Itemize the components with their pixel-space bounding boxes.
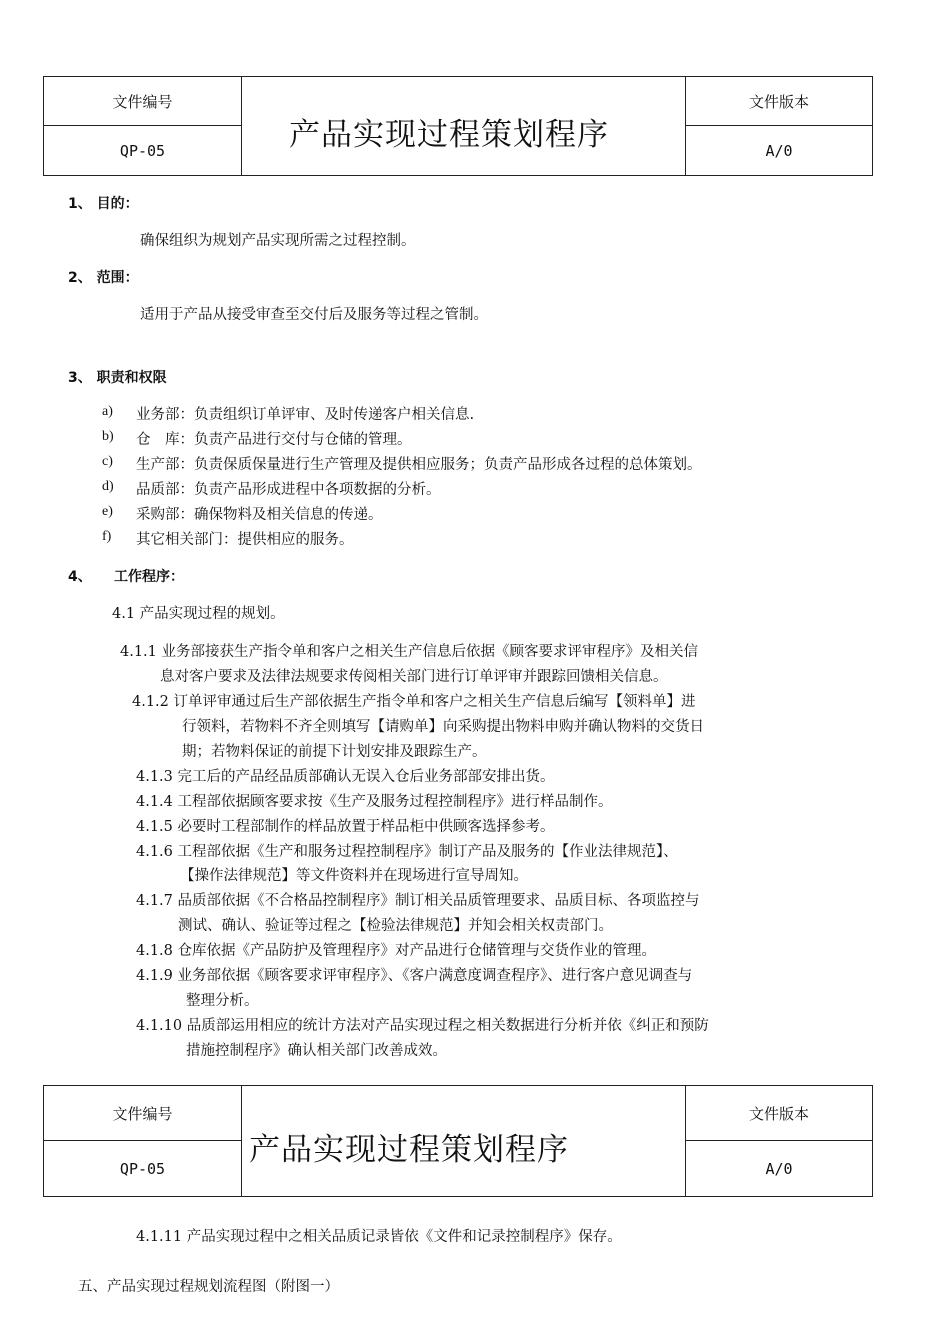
list-item-label: c) <box>102 454 113 469</box>
version-cell <box>685 77 872 175</box>
procedure-line: 期；若物料保证的前提下计划安排及跟踪生产。 <box>182 744 487 760</box>
section-5-title: 五、产品实现过程规划流程图（附图一） <box>78 1279 339 1295</box>
subsection-4-1: 4.1 产品实现过程的规划。 <box>112 606 285 622</box>
procedure-line: 4.1.7 品质部依据《不合格品控制程序》制订相关品质管理要求、品质目标、各项监控与 <box>136 893 700 909</box>
doc-number-value: QP-05 <box>119 141 166 160</box>
doc-number-label: 文件编号 <box>44 1086 241 1141</box>
list-item-text: 业务部：负责组织订单评审、及时传递客户相关信息. <box>136 407 475 423</box>
procedure-line: 4.1.3 完工后的产品经品质部确认无误入仓后业务部部安排出货。 <box>136 769 555 785</box>
list-item-text: 生产部：负责保质保量进行生产管理及提供相应服务；负责产品形成各过程的总体策划。 <box>136 457 702 473</box>
procedure-line: 测试、确认、验证等过程之【检验法律规范】并知会相关权责部门。 <box>178 918 613 934</box>
document-title: 产品实现过程策划程序 <box>289 117 609 153</box>
section-4-number: 4、 <box>68 569 92 585</box>
section-4-title: 工作程序： <box>114 569 184 585</box>
procedure-line: 息对客户要求及法律法规要求传阅相关部门进行订单评审并跟踪回馈相关信息。 <box>160 669 668 685</box>
list-item-label: e) <box>102 504 113 519</box>
procedure-line: 4.1.9 业务部依据《顾客要求评审程序》、《客户满意度调查程序》、进行客户意见调查与 <box>136 968 693 984</box>
doc-number-cell <box>44 77 242 175</box>
procedure-line: 4.1.10 品质部运用相应的统计方法对产品实现过程之相关数据进行分析并依《纠正和预防 <box>136 1018 709 1034</box>
section-1-text: 确保组织为规划产品实现所需之过程控制。 <box>140 233 416 249</box>
header-table-1 <box>43 76 873 176</box>
procedure-line: 整理分析。 <box>186 993 259 1009</box>
version-value: A/0 <box>765 141 793 160</box>
section-3-title: 3、 职责和权限 <box>68 370 167 386</box>
list-item-text: 仓 库：负责产品进行交付与仓储的管理。 <box>136 432 412 448</box>
procedure-line: 措施控制程序》确认相关部门改善成效。 <box>186 1043 447 1059</box>
procedure-line: 4.1.8 仓库依据《产品防护及管理程序》对产品进行仓储管理与交货作业的管理。 <box>136 943 657 959</box>
list-item-label: a) <box>102 404 113 419</box>
list-item-label: b) <box>102 429 114 444</box>
list-item-text: 品质部：负责产品形成进程中各项数据的分析。 <box>136 482 441 498</box>
version-value: A/0 <box>765 1159 793 1178</box>
list-item-text: 采购部：确保物料及相关信息的传递。 <box>136 507 383 523</box>
procedure-line: 【操作法律规范】等文件资料并在现场进行宣导周知。 <box>180 868 528 884</box>
doc-number-value: QP-05 <box>119 1159 166 1178</box>
doc-number-cell <box>44 1086 242 1196</box>
version-cell <box>685 1086 872 1196</box>
procedure-line: 行领料，若物料不齐全则填写【请购单】向采购提出物料申购并确认物料的交货日 <box>182 719 704 735</box>
doc-number-label: 文件编号 <box>44 77 241 126</box>
version-label: 文件版本 <box>686 1086 872 1141</box>
header-table-2 <box>43 1085 873 1197</box>
list-item-label: d) <box>102 479 114 494</box>
procedure-line: 4.1.4 工程部依据顾客要求按《生产及服务过程控制程序》进行样品制作。 <box>136 794 613 810</box>
version-label: 文件版本 <box>686 77 872 126</box>
procedure-line: 4.1.5 必要时工程部制作的样品放置于样品柜中供顾客选择参考。 <box>136 819 555 835</box>
list-item-text: 其它相关部门：提供相应的服务。 <box>136 532 354 548</box>
procedure-line: 4.1.11 产品实现过程中之相关品质记录皆依《文件和记录控制程序》保存。 <box>136 1229 622 1245</box>
section-2-title: 2、 范围： <box>68 270 139 286</box>
title-cell <box>241 77 686 175</box>
document-title: 产品实现过程策划程序 <box>249 1132 569 1168</box>
procedure-line: 4.1.2 订单评审通过后生产部依据生产指令单和客户之相关生产信息后编写【领料单】进 <box>132 694 696 710</box>
procedure-line: 4.1.6 工程部依据《生产和服务过程控制程序》制订产品及服务的【作业法律规范】、 <box>136 844 678 860</box>
section-2-text: 适用于产品从接受审查至交付后及服务等过程之管制。 <box>140 307 488 323</box>
title-cell <box>241 1086 686 1196</box>
procedure-line: 4.1.1 业务部接获生产指令单和客户之相关生产信息后依据《顾客要求评审程序》及相关信 <box>120 644 698 660</box>
section-1-title: 1、 目的： <box>68 196 139 212</box>
list-item-label: f) <box>102 529 112 544</box>
